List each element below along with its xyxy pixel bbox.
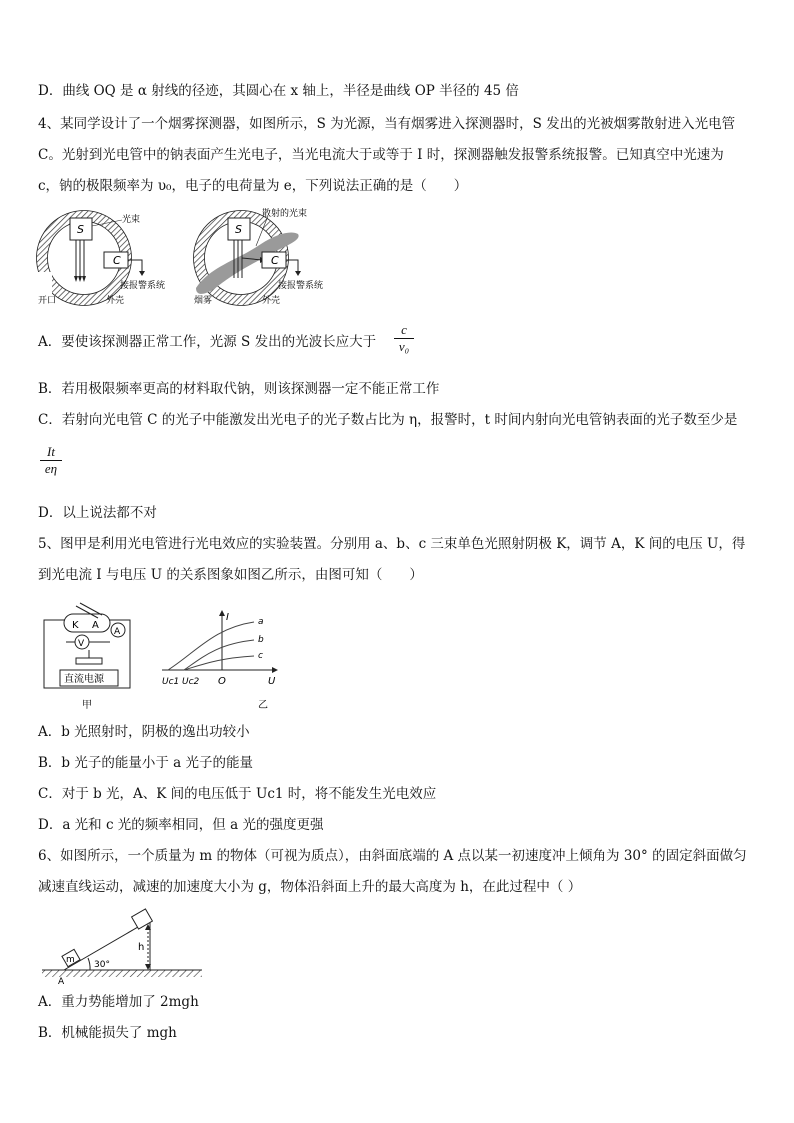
q5-stem-line1: 5、图甲是利用光电管进行光电效应的实验装置。分别用 a、b、c 三束单色光照射阴极 K，调节 A，K 间的电压 U，得 — [38, 536, 746, 552]
detector-left-c-label: C — [113, 254, 121, 267]
q4-option-c-fraction — [40, 444, 62, 477]
iu-graph-yi — [162, 610, 278, 711]
incline-mass-label: m — [66, 955, 75, 965]
detector-right-s-label: S — [235, 223, 242, 236]
q4-stem-line1: 4、某同学设计了一个烟雾探测器，如图所示，S 为光源，当有烟雾进入探测器时，S 发出的光被烟雾散射进入光电管 — [38, 116, 736, 132]
graph-curve-b-label: b — [258, 635, 264, 645]
incline-angle-label: 30° — [94, 960, 110, 970]
q5-option-b: B．b 光子的能量小于 a 光子的能量 — [38, 755, 253, 771]
q4-stem-line3: c，钠的极限频率为 υ₀，电子的电荷量为 e，下列说法正确的是（ ） — [38, 178, 468, 194]
incline-height-label: h — [138, 942, 145, 953]
q3-option-d: D．曲线 OQ 是 α 射线的径迹，其圆心在 x 轴上，半径是曲线 OP 半径的 45 倍 — [38, 83, 519, 99]
graph-uc1-label: Uc1 — [162, 677, 180, 687]
q4-option-a-fraction — [394, 322, 414, 355]
q5-stem-line2: 到光电流 I 与电压 U 的关系图象如图乙所示，由图可知（ ） — [38, 567, 423, 583]
detector-left-alarm-label: 接报警系统 — [120, 281, 166, 291]
graph-i-axis-label: I — [226, 612, 229, 623]
q4-option-a: A．要使该探测器正常工作，光源 S 发出的光波长应大于 — [38, 334, 377, 350]
q6-option-a: A．重力势能增加了 2mgh — [38, 994, 199, 1010]
q4-stem-line2: C。光射到光电管中的钠表面产生光电子，当光电流大于或等于 I 时，探测器触发报警系统报警。已知真空中光速为 — [38, 147, 724, 163]
q6-option-b: B．机械能损失了 mgh — [38, 1025, 177, 1041]
detector-left-shell-label: 外壳 — [106, 296, 125, 306]
detector-right-alarm-label: 接报警系统 — [278, 281, 324, 291]
q4-option-c-denominator: eη — [44, 461, 58, 476]
detector-right-c-label: C — [271, 254, 279, 267]
detector-left-s-label: S — [77, 223, 84, 236]
q5-photoelectric-figure — [36, 600, 296, 712]
circuit-voltmeter-label: V — [78, 639, 85, 649]
q6-incline-figure — [38, 906, 208, 988]
circuit-k-label: K — [72, 620, 79, 631]
graph-curve-c-label: c — [258, 651, 263, 661]
q4-smoke-detector-figure — [36, 206, 336, 310]
graph-uc2-label: Uc2 — [182, 677, 200, 687]
q4-option-d: D．以上说法都不对 — [38, 505, 157, 521]
graph-origin-label: O — [218, 676, 226, 687]
circuit-a-label: A — [92, 620, 99, 631]
circuit-ammeter-label: A — [114, 627, 121, 637]
q4-option-b: B．若用极限频率更高的材料取代钠，则该探测器一定不能正常工作 — [38, 381, 440, 397]
q6-stem-line1: 6、如图所示，一个质量为 m 的物体（可视为质点），由斜面底端的 A 点以某一初速度冲上倾角为 30° 的固定斜面做匀 — [38, 848, 747, 864]
detector-right-shell-label: 外壳 — [262, 296, 281, 306]
q5-option-d: D．a 光和 c 光的频率相同，但 a 光的强度更强 — [38, 817, 324, 833]
detector-right-beam-label: 散射的光束 — [262, 209, 308, 219]
detector-right-smoke-label: 烟雾 — [194, 296, 213, 306]
q4-option-a-numerator: c — [394, 322, 414, 339]
q5-option-a: A．b 光照射时，阴极的逸出功较小 — [38, 724, 250, 740]
q6-stem-line2: 减速直线运动，减速的加速度大小为 g，物体沿斜面上升的最大高度为 h，在此过程中（ ） — [38, 879, 582, 895]
detector-right-diagram — [194, 207, 324, 306]
graph-caption: 乙 — [258, 700, 268, 711]
detector-left-opening-label: 开口 — [38, 296, 57, 306]
q4-option-c: C．若射向光电管 C 的光子中能激发出光电子的光子数占比为 η，报警时，t 时间内射向光电管钠表面的光子数至少是 — [38, 412, 738, 428]
q4-option-a-denominator: v₀ — [398, 339, 410, 354]
q5-option-c: C．对于 b 光，A、K 间的电压低于 Uc1 时，将不能发生光电效应 — [38, 786, 437, 802]
circuit-jia-diagram — [44, 603, 130, 711]
graph-u-axis-label: U — [268, 676, 276, 687]
graph-curve-a-label: a — [258, 617, 264, 627]
detector-left-beam-label: 光束 — [122, 215, 141, 225]
detector-left-diagram — [37, 211, 166, 307]
circuit-caption: 甲 — [82, 700, 92, 711]
circuit-source-label: 直流电源 — [64, 674, 104, 685]
incline-point-a-label: A — [58, 977, 65, 987]
q4-option-c-numerator: It — [40, 444, 62, 461]
